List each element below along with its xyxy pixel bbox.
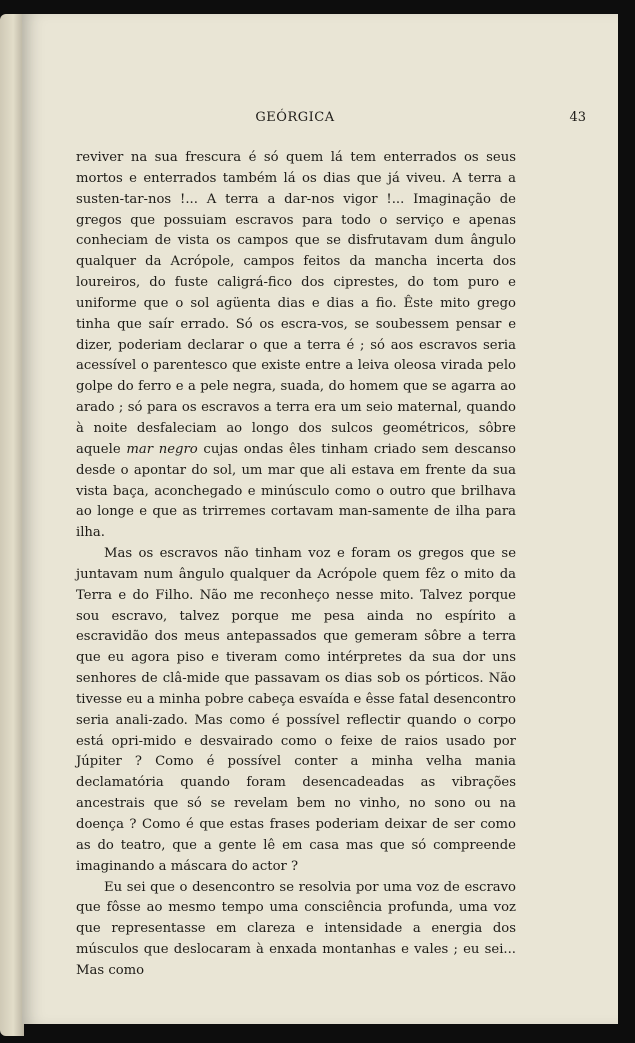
running-title: GEÓRGICA — [255, 110, 335, 125]
page-header — [76, 110, 586, 130]
paragraph-1-text-cont: cujas ondas êles tinham criado sem descanso desde o apontar do sol, um mar que ali estava em frente da sua vista baça, aconchegado e minúsculo como o outro que brilhava ao longe e que as trirremes cortavam man-samente de ilha para ilha. — [76, 441, 516, 541]
body-text — [76, 148, 516, 982]
paragraph-1-text: reviver na sua frescura é só quem lá tem enterrados os seus mortos e enterrados também lá os dias que já viveu. A terra a susten-tar-nos !... A terra a dar-nos vigor !... Imaginação de gregos que possuiam escravos para todo o serviço e apenas conheciam de vista os campos que se disfrutavam dum ângulo qualquer da Acrópole, campos feitos da mancha incerta dos loureiros, do fuste caligrá-fico dos ciprestes, do tom puro e uniforme que o sol agüenta dias e dias a fio. Êste mito grego tinha que saír errado. Só os escra-vos, se soubessem pensar e dizer, poderiam declarar o que a terra é ; só aos escravos seria acessível o parentesco que existe entre a leiva oleosa virada pelo golpe do ferro e a pele negra, suada, do homem que se agarra ao arado ; só para os escravos a terra era um seio maternal, quando à noite desfaleciam ao longo dos sulcos geométricos, sôbre aquele — [76, 150, 516, 457]
book-page — [22, 14, 618, 1024]
paragraph-2: Mas os escravos não tinham voz e foram os gregos que se juntavam num ângulo qualquer da Acrópole quem fêz o mito da Terra e do Filho. Não me reconheço nesse mito. Talvez porque sou escravo, talvez porque me pesa ainda no espírito a escravidão dos meus antepassados que gemeram sôbre a terra que eu agora piso e tiveram como intérpretes da sua dor uns senhores de clâ-mide que passavam os dias sob os pórticos. Não tivesse eu a minha pobre cabeça esvaída e êsse fatal desencontro seria anali-zado. Mas como é possível reflectir quando o corpo está opri-mido e desvairado como o feixe de raios usado por Júpiter ? Como é possível conter a minha velha mania declamatória quando foram desencadeadas as vibrações ancestrais que só se revelam bem no vinho, no sono ou na doença ? Como é que estas frases poderiam deixar de ser como as do teatro, que a gente lê em casa mas que só compreende imaginando a máscara do actor ? — [76, 546, 516, 874]
paragraph-1 — [76, 148, 516, 544]
book-spine-edge — [0, 14, 24, 1036]
paragraph-3: Eu sei que o desencontro se resolvia por uma voz de escravo que fôsse ao mesmo tempo uma consciência profunda, uma voz que representasse em clareza e intensidade a energia dos músculos que deslocaram à enxada montanhas e vales ; eu sei... Mas como — [76, 879, 516, 978]
page-number: 43 — [569, 110, 586, 125]
italic-phrase: mar negro — [126, 441, 198, 457]
